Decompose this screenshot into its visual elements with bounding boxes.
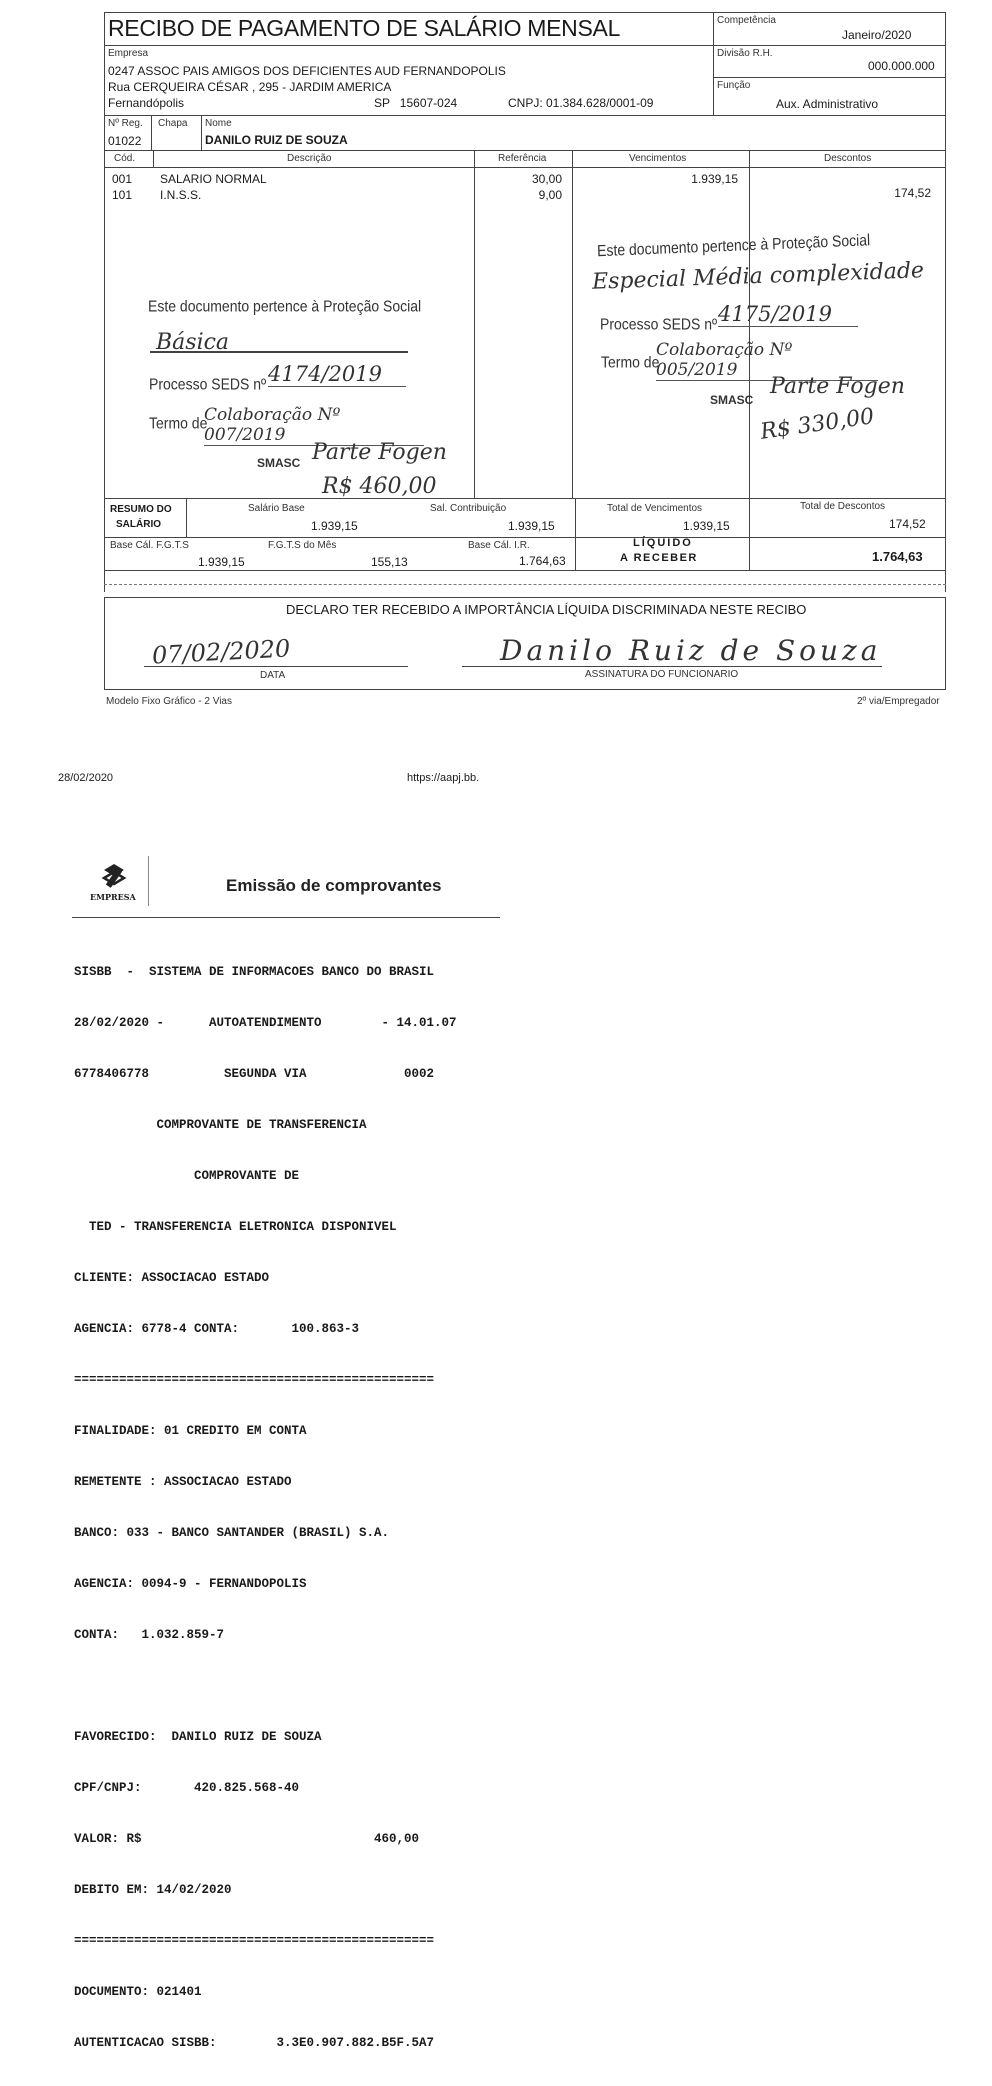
col-vencimentos: Vencimentos (629, 153, 687, 164)
stamp-signature: Parte Fogen (312, 440, 447, 465)
receipt-line: TED - TRANSFERENCIA ELETRONICA DISPONIVEL (74, 1220, 397, 1234)
receipt-line: ================================================ (74, 1934, 435, 1948)
empresa-label: Empresa (108, 48, 149, 59)
row-referencia: 30,00 (531, 172, 562, 186)
stamp-processo-handwriting: 4175/2019 (718, 302, 858, 327)
base-ir-value: 1.764,63 (519, 554, 566, 568)
receipt-line: AGENCIA: 0094-9 - FERNANDOPOLIS (74, 1577, 307, 1591)
bank-receipt-body (74, 930, 457, 2086)
bank-title: Emissão de comprovantes (226, 876, 442, 895)
row-cod: 001 (112, 172, 133, 186)
liquido-value: 1.764,63 (872, 549, 923, 564)
resumo-label: RESUMO DO (110, 504, 172, 515)
competencia-label: Competência (717, 15, 776, 26)
date-label: DATA (260, 670, 286, 681)
col-referencia: Referência (498, 153, 547, 164)
stamp-processo-handwriting: 4174/2019 (268, 362, 406, 387)
sal-contrib-value: 1.939,15 (508, 519, 555, 533)
stamp-amount: R$ 330,00 (758, 404, 876, 445)
bank-logo (74, 856, 149, 906)
receipt-line: VALOR: R$ 460,00 (74, 1832, 420, 1846)
resumo-label: SALÁRIO (116, 519, 161, 530)
receipt-title: RECIBO DE PAGAMENTO DE SALÁRIO MENSAL (108, 15, 621, 41)
competencia-value: Janeiro/2020 (842, 28, 912, 42)
empresa-address: Rua CERQUEIRA CÉSAR , 295 - JARDIM AMERICA (108, 80, 392, 94)
nreg-label: Nº Reg. (108, 118, 143, 129)
base-fgts-value: 1.939,15 (198, 555, 245, 569)
stamp-termo-label: Termo de (149, 413, 208, 433)
receipt-line: BANCO: 033 - BANCO SANTANDER (BRASIL) S.A. (74, 1526, 390, 1540)
banco-do-brasil-logo-icon (94, 862, 134, 890)
nome-value: DANILO RUIZ DE SOUZA (205, 133, 348, 147)
receipt-line: REMETENTE : ASSOCIACAO ESTADO (74, 1475, 292, 1489)
row-descricao: I.N.S.S. (160, 188, 202, 202)
row-descricao: SALARIO NORMAL (160, 172, 267, 186)
total-venc-label: Total de Vencimentos (607, 503, 703, 514)
sal-contrib-label: Sal. Contribuição (430, 503, 507, 514)
stamp-termo-handwriting: Colaboração Nº 005/2019 (656, 340, 878, 381)
receipt-line: FINALIDADE: 01 CREDITO EM CONTA (74, 1424, 307, 1438)
row-descontos: 174,52 (894, 186, 931, 200)
total-desc-value: 174,52 (889, 517, 926, 531)
base-fgts-label: Base Cál. F.G.T.S (110, 540, 189, 551)
stamp-smasc: SMASC (257, 456, 301, 470)
funcao-value: Aux. Administrativo (776, 97, 879, 111)
empresa-name: 0247 ASSOC PAIS AMIGOS DOS DEFICIENTES AUD FERNANDOPOLIS (108, 64, 506, 78)
print-url: https://aapj.bb. (407, 772, 480, 784)
liquido-label: LÍQUIDO (633, 537, 693, 549)
empresa-state-cep: SP 15607-024 (374, 96, 458, 110)
signature-label: ASSINATURA DO FUNCIONARIO (585, 669, 739, 680)
col-descricao: Descrição (287, 153, 332, 164)
receipt-line: AUTENTICACAO SISBB: 3.3E0.907.882.B5F.5A7 (74, 2036, 435, 2050)
liquido-label: A RECEBER (620, 552, 698, 564)
stamp-amount: R$ 460,00 (322, 474, 437, 499)
row-cod: 101 (112, 188, 133, 202)
salario-base-value: 1.939,15 (311, 519, 358, 533)
stamp-termo-handwriting: Colaboração Nº 007/2019 (204, 405, 424, 446)
receipt-line: COMPROVANTE DE TRANSFERENCIA (74, 1118, 367, 1132)
receipt-line: FAVORECIDO: DANILO RUIZ DE SOUZA (74, 1730, 322, 1744)
stamp-smasc: SMASC (710, 393, 754, 407)
divisao-label: Divisão R.H. (717, 48, 773, 59)
signature-handwriting: Danilo Ruiz de Souza (500, 634, 882, 667)
date-handwriting: 07/02/2020 (151, 634, 291, 670)
stamp-header: Este documento pertence à Proteção Social (596, 230, 871, 260)
empresa-cnpj: CNPJ: 01.384.628/0001-09 (508, 96, 654, 110)
receipt-line: 28/02/2020 - AUTOATENDIMENTO - 14.01.07 (74, 1016, 457, 1030)
stamp-header: Este documento pertence à Proteção Social (148, 296, 422, 316)
receipt-line: DEBITO EM: 14/02/2020 (74, 1883, 232, 1897)
receipt-line: COMPROVANTE DE (74, 1169, 300, 1183)
receipt-line: ================================================ (74, 1373, 435, 1387)
funcao-label: Função (717, 80, 751, 91)
fgts-mes-value: 155,13 (371, 555, 408, 569)
row-vencimentos: 1.939,15 (691, 172, 738, 186)
empresa-city: Fernandópolis (108, 96, 185, 110)
stamp-handwriting: Básica (156, 330, 230, 355)
receipt-line: DOCUMENTO: 021401 (74, 1985, 202, 1999)
declaration-text: DECLARO TER RECEBIDO A IMPORTÂNCIA LÍQUIDA DISCRIMINADA NESTE RECIBO (286, 602, 807, 617)
receipt-line: CLIENTE: ASSOCIACAO ESTADO (74, 1271, 270, 1285)
stamp-processo-label: Processo SEDS nº (149, 374, 267, 394)
total-desc-label: Total de Descontos (800, 501, 886, 512)
nome-label: Nome (205, 118, 232, 129)
stamp-signature: Parte Fogen (770, 374, 905, 399)
nreg-value: 01022 (108, 134, 142, 148)
chapa-label: Chapa (158, 118, 188, 129)
salario-base-label: Salário Base (248, 503, 305, 514)
stamp-handwriting: Especial Média complexidade (591, 258, 925, 295)
row-referencia: 9,00 (538, 188, 562, 202)
receipt-line: 6778406778 SEGUNDA VIA 0002 (74, 1067, 435, 1081)
receipt-line: CPF/CNPJ: 420.825.568-40 (74, 1781, 300, 1795)
col-descontos: Descontos (824, 153, 872, 164)
footer-via: 2º via/Empregador (857, 696, 940, 707)
receipt-line: SISBB - SISTEMA DE INFORMACOES BANCO DO BRASIL (74, 965, 435, 979)
print-date: 28/02/2020 (58, 772, 114, 784)
fgts-mes-label: F.G.T.S do Mês (268, 540, 337, 551)
divisao-value: 000.000.000 (868, 59, 935, 73)
base-ir-label: Base Cál. I.R. (468, 540, 530, 551)
receipt-line: AGENCIA: 6778-4 CONTA: 100.863-3 (74, 1322, 360, 1336)
receipt-line (74, 1678, 457, 1695)
stamp-processo-label: Processo SEDS nº (600, 314, 718, 334)
stamp-termo-label: Termo de (601, 352, 660, 372)
footer-model: Modelo Fixo Gráfico - 2 Vias (106, 696, 232, 707)
receipt-line: CONTA: 1.032.859-7 (74, 1628, 225, 1642)
col-cod: Cód. (114, 153, 136, 164)
total-venc-value: 1.939,15 (683, 519, 730, 533)
bank-logo-text: EMPRESA (90, 892, 136, 902)
